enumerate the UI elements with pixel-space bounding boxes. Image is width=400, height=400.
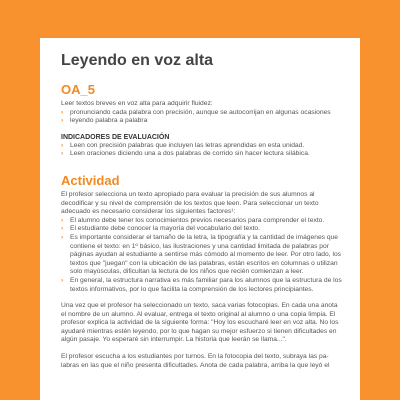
- oa-code: OA_5: [61, 82, 95, 97]
- indicators-heading: INDICADORES DE EVALUACIÓN: [61, 133, 170, 141]
- page-title: Leyendo en voz alta: [61, 52, 214, 69]
- oa-item: › pronunciando cada palabra con precisión, aunque se autocorrijan en algunas ocasiones: [61, 108, 331, 116]
- factor-item: › En general, la estructura narrativa es más familiar para los alumnos que la estructura de los textos informativos, por lo que facilita la comprensión de los lectores principiantes.: [61, 276, 342, 293]
- bullet-icon: ›: [61, 150, 64, 158]
- bullet-icon: ›: [61, 141, 64, 149]
- paragraph: Una vez que el profesor ha seleccionado un texto, saca varias fotocopias. En cada una anota el nombre de un alumno. Al evaluar, entrega el texto original al alumno o una copia limpia. El profesor explica la actividad de la siguiente forma: "Hoy los escucharé leer en voz alta. No los ayudaré mientras estén leyendo, por lo que hagan su mejor esfuerzo si tienen dificultades en algún pasaje. Yo esperaré sin interrumpir. La historia que leerán se llama...".: [61, 302, 339, 344]
- oa-intro: Leer textos breves en voz alta para adquirir fluidez:: [61, 100, 213, 107]
- factor-item: › Es importante considerar el tamaño de la letra, la tipografía y la cantidad de imágenes que contiene el texto: en 1º básico, las ilustraciones y una cantidad limitada de palabras por páginas ayudan al estudiante a sentirse más cómodo al momento de leer. Por otro lado, los textos que "juegan" con la ubicación de las palabras, están escritos en columnas o utilizan solo mayúsculas, dificultan la lectura de los niños que recién comienzan a leer.: [61, 233, 342, 276]
- oa-list: [61, 109, 344, 126]
- factor-item: › El estudiante debe conocer la mayoría del vocabulario del texto.: [61, 225, 260, 233]
- bullet-icon: ›: [61, 233, 64, 241]
- factor-item: › El alumno debe tener los conocimientos previos necesarios para comprender el texto.: [61, 216, 325, 224]
- bullet-icon: ›: [61, 276, 64, 284]
- oa-item: › leyendo palabra a palabra: [61, 117, 148, 125]
- activity-heading: Actividad: [61, 172, 120, 188]
- indicators-list: [61, 142, 344, 159]
- paragraph: El profesor escucha a los estudiantes por turnos. En la fotocopia del texto, subraya las pa- labras en las que el niño presenta dificultades. Anota de cada palabra, arriba la que leyó el: [61, 353, 330, 369]
- indicator-item: › Leen oraciones diciendo una a dos palabras de corrido sin hacer lectura silábica.: [61, 150, 310, 158]
- bullet-icon: ›: [61, 216, 64, 224]
- bullet-icon: ›: [61, 225, 64, 233]
- bullet-icon: ›: [61, 117, 64, 125]
- indicator-item: › Leen con precisión palabras que incluyen las letras aprendidas en esta unidad.: [61, 141, 305, 149]
- bullet-icon: ›: [61, 108, 64, 116]
- document-page: [40, 38, 360, 400]
- factors-list: [61, 217, 344, 294]
- activity-intro: El profesor selecciona un texto apropiado para evaluar la precisión de sus alumnos al decodificar y su nivel de comprensión de los textos que leen. Para seleccionar un texto adecuado es necesario considerar los siguientes factores¹:: [61, 190, 319, 216]
